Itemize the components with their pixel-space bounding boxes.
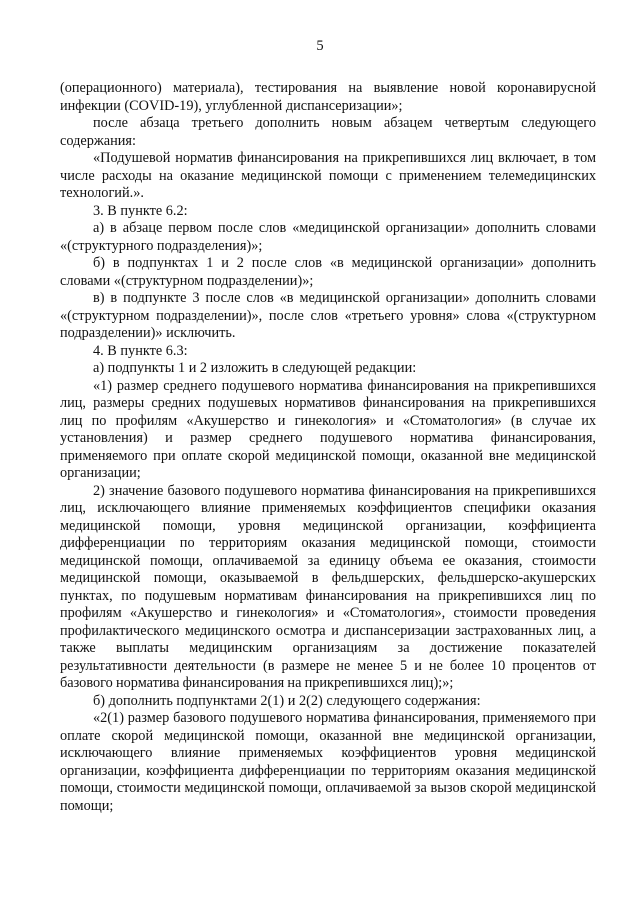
paragraph-13: «2(1) размер базового подушевого норматива финансирования, применяемого при оплате скорой медицинской помощи, оказанной вне медицинской организации, исключающего влияние применяемых коэффициентов уровня медицинской организации, коэффициента дифференциации по территориям оказания медицинской помощи, стоимости медицинской помощи, оплачиваемой за вызов скорой медицинской помощи;	[60, 710, 596, 814]
paragraph-3: «Подушевой норматив финансирования на прикрепившихся лиц включает, в том числе расходы на оказание медицинской помощи с применением телемедицинских технологий.».	[60, 150, 596, 201]
paragraph-9: а) подпункты 1 и 2 изложить в следующей редакции:	[93, 360, 417, 376]
document-body	[60, 80, 596, 815]
paragraph-2: после абзаца третьего дополнить новым абзацем четвертым следующего содержания:	[60, 115, 596, 149]
paragraph-6: б) в подпунктах 1 и 2 после слов «в медицинской организации» дополнить словами «(структурном подразделении)»;	[60, 255, 596, 289]
paragraph-7: в) в подпункте 3 после слов «в медицинской организации» дополнить словами «(структурном подразделении)», после слов «третьего уровня» слова «(структурном подразделении)» исключить.	[60, 290, 596, 341]
page-number: 5	[316, 38, 324, 54]
paragraph-12: б) дополнить подпунктами 2(1) и 2(2) следующего содержания:	[93, 692, 481, 709]
paragraph-4: 3. В пункте 6.2:	[93, 202, 188, 219]
paragraph-10: «1) размер среднего подушевого норматива финансирования на прикрепившихся лиц, размеры средних подушевых нормативов финансирования на прикрепившихся лиц по профилям «Акушерство и гинекология» и «Стоматология» (в случае их установления) и размер среднего подушевого норматива финансирования, применяемого при оплате скорой медицинской помощи, оказанной вне медицинской организации;	[60, 377, 596, 481]
paragraph-8: 4. В пункте 6.3:	[93, 342, 188, 359]
paragraph-11: 2) значение базового подушевого норматива финансирования на прикрепившихся лиц, исключающего влияние применяемых коэффициентов специфики оказания медицинской помощи, уровня медицинской организации, коэффициента дифференциации по территориям оказания медицинской помощи, стоимости медицинской помощи, оплачиваемой за единицу объема ее оказания, стоимости медицинской помощи, оказываемой в фельдшерских, фельдшерско-акушерских пунктах, по подушевым нормативам финансирования на прикрепившихся лиц по профилям «Акушерство и гинекология» и «Стоматология», стоимости проведения профилактического медицинского осмотра и диспансеризации застрахованных лиц, а также выплаты медицинским организациям за достижение показателей результативности деятельности (в размере не менее 5 и не более 10 процентов от базового норматива финансирования на прикрепившихся лиц);»;	[60, 482, 596, 691]
paragraph-1: (операционного) материала), тестирования на выявление новой коронавирусной инфекции (COVID-19), углубленной диспансеризации»;	[60, 80, 596, 114]
paragraph-5: а) в абзаце первом после слов «медицинской организации» дополнить словами «(структурного подразделения)»;	[60, 220, 596, 254]
